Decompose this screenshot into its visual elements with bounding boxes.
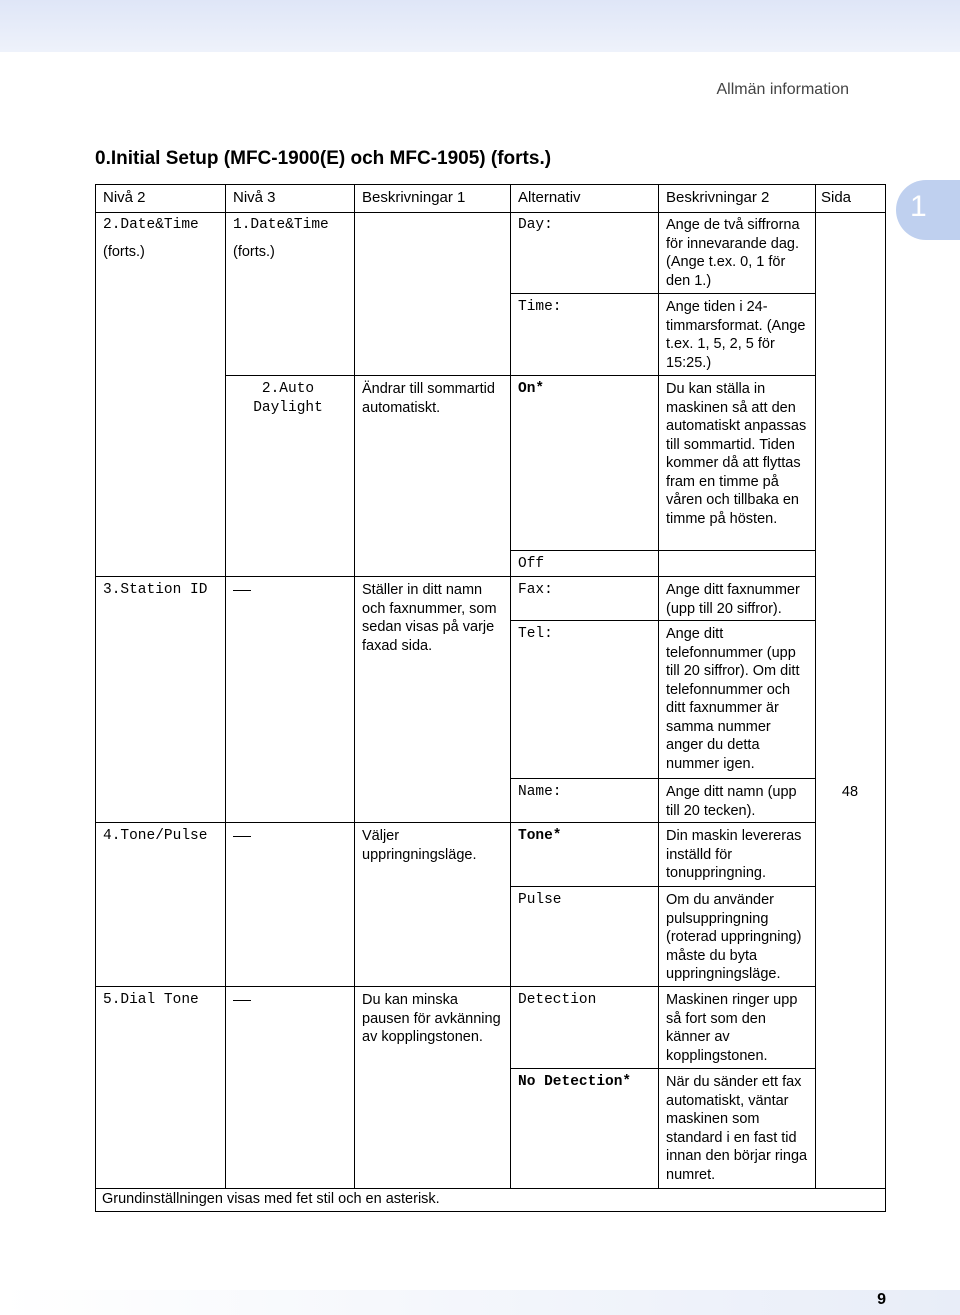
desc1-auto-daylight: Ändrar till sommartid automatiskt. [362, 381, 495, 416]
no-level3-dash [233, 590, 251, 591]
level3-date-time: 1.Date&Time [233, 217, 329, 233]
level2-station-id: 3.Station ID [103, 582, 208, 598]
row-divider [354, 822, 815, 823]
desc1-dial-tone: Du kan minska pausen för avkänning av kopplingstonen. [362, 992, 501, 1045]
desc1-tone-pulse: Väljer uppringningsläge. [362, 828, 477, 863]
settings-table [95, 184, 886, 1212]
option-tone-desc: Din maskin levereras inställd för tonuppringning. [666, 828, 802, 881]
option-name-desc: Ange ditt namn (upp till 20 tecken). [666, 784, 797, 819]
no-level3-dash [233, 836, 251, 837]
row-divider [510, 550, 815, 551]
option-day: Day: [518, 217, 553, 233]
option-detection: Detection [518, 992, 597, 1008]
option-time-desc: Ange tiden i 24-timmarsformat. (Ange t.ex. 1, 5, 2, 5 för 15:25.) [666, 299, 806, 371]
no-level3-dash [233, 1000, 251, 1001]
row-divider [815, 212, 885, 213]
option-fax: Fax: [518, 582, 553, 598]
level2-tone-pulse: 4.Tone/Pulse [103, 828, 208, 844]
row-divider [510, 620, 815, 621]
option-detection-desc: Maskinen ringer upp så fort som den känner av kopplingstonen. [666, 992, 798, 1064]
option-fax-desc: Ange ditt faxnummer (upp till 20 siffror). [666, 582, 800, 617]
level3-auto-daylight: 2.Auto Daylight [253, 381, 323, 416]
level3-cont: (forts.) [233, 244, 275, 260]
section-header: Allmän information [716, 81, 849, 98]
row-divider [354, 375, 815, 376]
row-divider [354, 576, 815, 577]
column-divider [354, 185, 355, 1189]
option-tel: Tel: [518, 626, 553, 642]
row-divider [510, 1068, 815, 1069]
header-level3: Nivå 3 [233, 189, 276, 206]
row-divider [96, 212, 885, 213]
option-time: Time: [518, 299, 562, 315]
chapter-number: 1 [910, 190, 927, 223]
option-off: Off [518, 556, 545, 572]
column-divider [225, 185, 226, 1189]
row-divider [96, 1188, 885, 1189]
option-pulse-desc: Om du använder pulsuppringning (roterad uppringning) måste du byta uppringningsläge. [666, 892, 802, 982]
header-options: Alternativ [518, 189, 581, 206]
option-on: On* [518, 381, 545, 397]
chapter-tab [896, 180, 960, 240]
option-pulse: Pulse [518, 892, 562, 908]
header-desc2: Beskrivningar 2 [666, 189, 770, 206]
row-divider [510, 778, 815, 779]
row-divider [510, 886, 815, 887]
row-divider [225, 375, 354, 376]
page-reference: 48 [841, 784, 859, 800]
level2-dial-tone: 5.Dial Tone [103, 992, 199, 1008]
column-divider [510, 185, 511, 1189]
row-divider [96, 986, 354, 987]
column-divider [658, 185, 659, 1189]
header-level2: Nivå 2 [103, 189, 146, 206]
table-footnote: Grundinställningen visas med fet stil och en asterisk. [102, 1191, 440, 1207]
option-name: Name: [518, 784, 562, 800]
row-divider [510, 293, 815, 294]
page-number: 9 [877, 1291, 886, 1308]
option-no-detection: No Detection* [518, 1074, 632, 1090]
option-tel-desc: Ange ditt telefonnummer (upp till 20 siffror). Om ditt telefonnummer och ditt faxnummer är samma nummer anger du detta nummer igen. [666, 626, 800, 772]
page-footer-band [0, 1290, 960, 1315]
row-divider [354, 986, 815, 987]
row-divider [96, 822, 354, 823]
option-tone: Tone* [518, 828, 562, 844]
level2-cont: (forts.) [103, 244, 145, 260]
header-desc1: Beskrivningar 1 [362, 189, 466, 206]
option-on-desc: Du kan ställa in maskinen så att den automatiskt anpassas till sommartid. Tiden kommer då att flyttas fram en timme på våren och tillbaka en timme på hösten. [666, 381, 807, 527]
top-band [0, 0, 960, 52]
row-divider [96, 576, 354, 577]
column-divider [815, 185, 816, 1189]
desc1-station-id: Ställer in ditt namn och faxnummer, som sedan visas på varje faxad sida. [362, 582, 497, 654]
header-page: Sida [821, 189, 852, 206]
page-title: 0.Initial Setup (MFC-1900(E) och MFC-1905) (forts.) [95, 148, 552, 169]
level2-date-time: 2.Date&Time [103, 217, 199, 233]
option-day-desc: Ange de två siffrorna för innevarande dag. (Ange t.ex. 0, 1 för den 1.) [666, 217, 800, 289]
option-no-detection-desc: När du sänder ett fax automatiskt, väntar maskinen som standard i en fast tid innan den börjar ringa numret. [666, 1074, 808, 1183]
